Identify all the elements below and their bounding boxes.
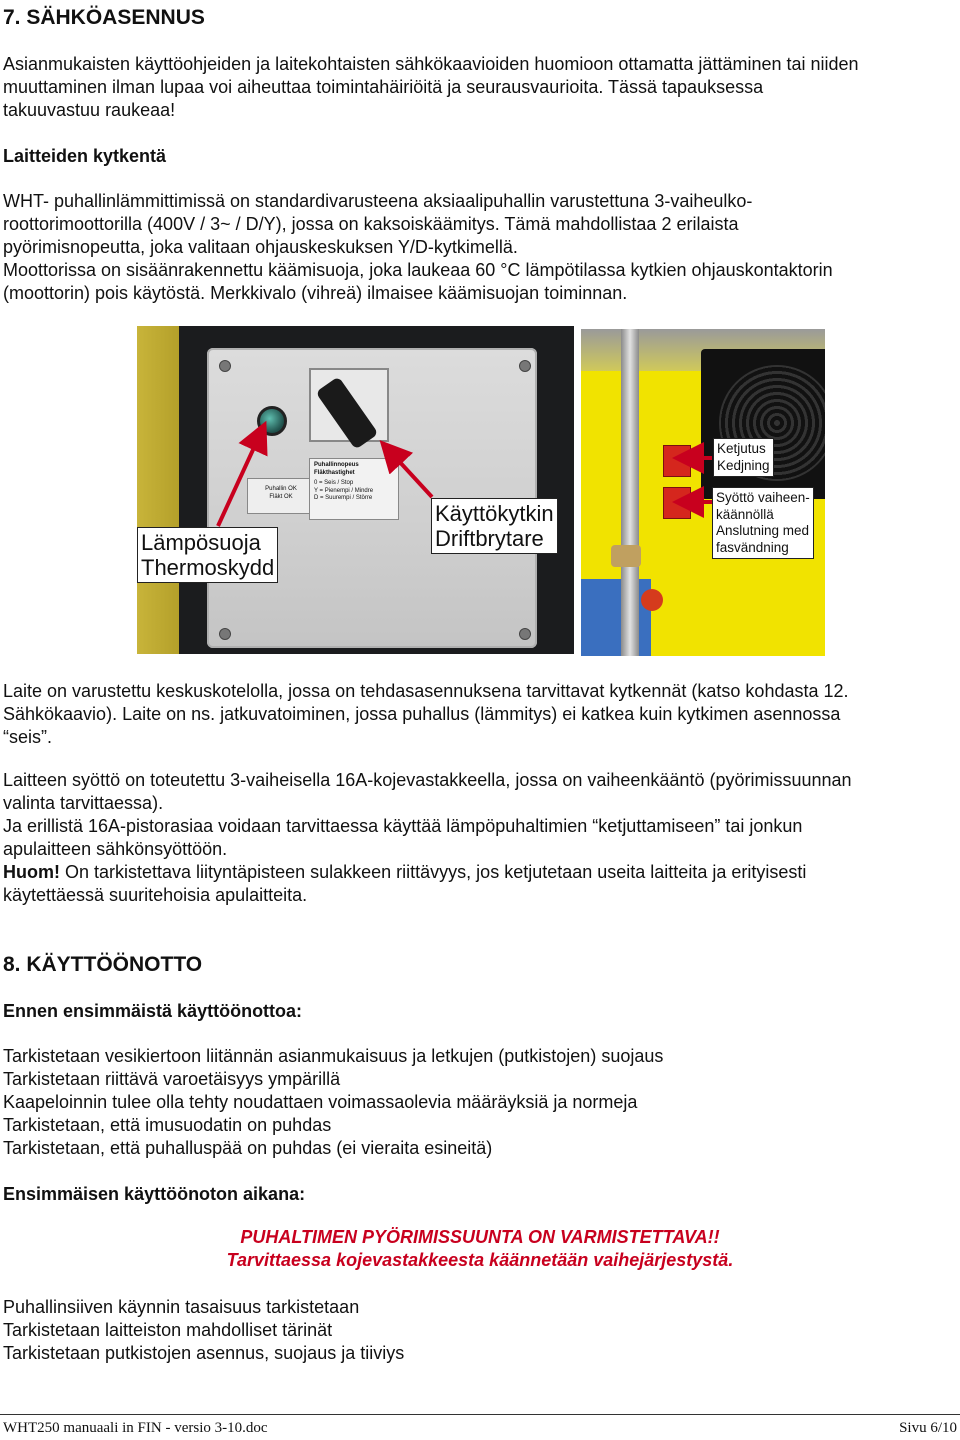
- supply-paragraph: [3, 769, 852, 907]
- list-item: Tarkistetaan laitteiston mahdolliset tärinät: [3, 1320, 333, 1340]
- warning-rotation-direction: PUHALTIMEN PYÖRIMISSUUNTA ON VARMISTETTAVA!!: [240, 1227, 720, 1247]
- huom-line: [3, 861, 852, 884]
- screw-icon: [219, 628, 231, 640]
- callout-text: Anslutning med: [716, 523, 810, 538]
- body-line: “seis”.: [3, 727, 52, 747]
- intro-paragraph: [3, 53, 859, 122]
- lamp-label-text: Puhallin OK: [265, 486, 297, 492]
- body-line: Laite on varustettu keskuskotelolla, jossa on tehdasasennuksena tarvittavat kytkennät (katso kohdasta 12.: [3, 681, 849, 701]
- list-item: Tarkistetaan vesikiertoon liitännän asianmukaisuus ja letkujen (putkistojen) suojaus: [3, 1046, 664, 1066]
- lamp-label-text: Fläkt OK: [269, 494, 293, 500]
- body-line: Moottorissa on sisäänrakennettu käämisuoja, joka laukeaa 60 °C lämpötilassa kytkien ohjauskontaktorin: [3, 260, 833, 280]
- footer-filename: WHT250 manuaali in FIN - versio 3-10.doc: [3, 1420, 268, 1436]
- machine-side: [137, 326, 179, 654]
- footer-rule: [0, 1414, 960, 1415]
- callout-text: Lämpösuoja: [141, 530, 261, 555]
- body-line: valinta tarvittaessa).: [3, 793, 164, 813]
- body-line: pyörimisnopeutta, joka valitaan ohjauskeskuksen Y/D-kytkimellä.: [3, 237, 518, 257]
- callout-text: Ketjutus: [717, 441, 766, 456]
- during-checklist: [3, 1296, 404, 1365]
- before-first-use-heading: Ennen ensimmäistä käyttöönottoa:: [3, 1001, 303, 1021]
- before-checklist: [3, 1045, 663, 1160]
- callout-text: Käyttökytkin: [435, 501, 554, 526]
- body-line: Ja erillistä 16A-pistorasiaa voidaan tarvittaessa käyttää lämpöpuhaltimien “ketjuttamiseen” tai jonkun: [3, 816, 803, 836]
- speed-label-text: 0 = Seis / Stop: [314, 480, 354, 486]
- body-line: (moottorin) pois käytöstä. Merkkivalo (vihreä) ilmaisee käämisuojan toiminnan.: [3, 283, 628, 303]
- list-item: Tarkistetaan, että puhalluspää on puhdas (ei vieraita esineitä): [3, 1138, 493, 1158]
- screw-icon: [219, 360, 231, 372]
- callout-text: Driftbrytare: [435, 526, 544, 551]
- callout-kayttokytkin: [431, 498, 558, 554]
- callout-lamposuoja: [137, 527, 278, 583]
- intro-line: muuttaminen ilman lupaa voi aiheuttaa toimintahäiriöitä ja seurausvaurioita. Tässä tapauksessa: [3, 77, 764, 97]
- body-line: WHT- puhallinlämmittimissä on standardivarusteena aksiaalipuhallin varustettuna 3-vaiheulko-: [3, 191, 753, 211]
- screw-icon: [519, 628, 531, 640]
- huom-text: On tarkistettava liityntäpisteen sulakkeen riittävyys, jos ketjutetaan useita laitteita ja erityisesti: [60, 862, 807, 882]
- socket-syotto-icon: [663, 487, 691, 519]
- water-pipe: [621, 329, 639, 656]
- intro-line: Asianmukaisten käyttöohjeiden ja laitekohtaisten sähkökaavioiden huomioon ottamatta jättäminen tai niiden: [3, 54, 859, 74]
- huom-label: Huom!: [3, 862, 60, 882]
- drain-valve-icon: [641, 589, 663, 611]
- speed-label-text: Fläkthastighet: [314, 469, 355, 476]
- callout-text: Thermoskydd: [141, 555, 275, 580]
- socket-ketjutus-icon: [663, 445, 691, 477]
- list-item: Tarkistetaan putkistojen asennus, suojaus ja tiiviys: [3, 1343, 405, 1363]
- blue-frame: [581, 579, 651, 656]
- body-line: Laitteen syöttö on toteutettu 3-vaiheisella 16A-kojevastakkeella, jossa on vaiheenkääntö (pyörimissuunnan: [3, 770, 852, 790]
- control-panel-photo: [137, 326, 574, 654]
- list-item: Tarkistetaan, että imusuodatin on puhdas: [3, 1115, 332, 1135]
- valve-icon: [611, 545, 641, 567]
- callout-ketjutus: [713, 438, 774, 477]
- callout-text: käännöllä: [716, 506, 774, 522]
- callout-text: Kedjning: [717, 457, 770, 473]
- body-line: Sähkökaavio). Laite on ns. jatkuvatoiminen, jossa puhallus (lämmitys) ei katkea kuin kytkimen asennossa: [3, 704, 841, 724]
- section-7-heading: 7. SÄHKÖASENNUS: [3, 6, 205, 29]
- connection-paragraph: [3, 190, 833, 305]
- indicator-lamp-icon: [257, 406, 287, 436]
- body-line: roottorimoottorilla (400V / 3~ / D/Y), jossa on kaksoiskäämitys. Tämä mahdollistaa 2 erilaista: [3, 214, 739, 234]
- list-item: Puhallinsiiven käynnin tasaisuus tarkistetaan: [3, 1297, 360, 1317]
- lamp-label-plate: [247, 478, 315, 514]
- footer-page-number: Sivu 6/10: [899, 1420, 957, 1436]
- subheading-laitteiden-kytkenta: Laitteiden kytkentä: [3, 146, 167, 166]
- screw-icon: [519, 360, 531, 372]
- intro-line: takuuvastuu raukeaa!: [3, 100, 176, 120]
- during-first-use-heading: Ensimmäisen käyttöönoton aikana:: [3, 1184, 306, 1204]
- speed-label-plate: [309, 458, 399, 520]
- body-line: käytettäessä suuritehoisia apulaitteita.: [3, 885, 308, 905]
- body-line: apulaitteen sähkönsyöttöön.: [3, 839, 228, 859]
- speed-label-text: Puhallinnopeus: [314, 462, 359, 468]
- callout-text: fasvändning: [716, 539, 789, 555]
- list-item: Tarkistetaan riittävä varoetäisyys ympärillä: [3, 1069, 341, 1089]
- callout-text: Syöttö vaiheen-: [716, 490, 810, 505]
- speed-label-text: D = Suurempi / Större: [314, 495, 373, 501]
- section-8-heading: 8. KÄYTTÖÖNOTTO: [3, 953, 203, 976]
- list-item: Kaapeloinnin tulee olla tehty noudattaen voimassaolevia määräyksiä ja normeja: [3, 1092, 638, 1112]
- callout-syotto: [712, 487, 814, 559]
- central-box-paragraph: [3, 680, 849, 749]
- speed-label-text: Y = Pienempi / Mindre: [314, 487, 374, 494]
- warning-phase-order: Tarvittaessa kojevastakkeesta käännetään vaihejärjestystä.: [226, 1250, 734, 1270]
